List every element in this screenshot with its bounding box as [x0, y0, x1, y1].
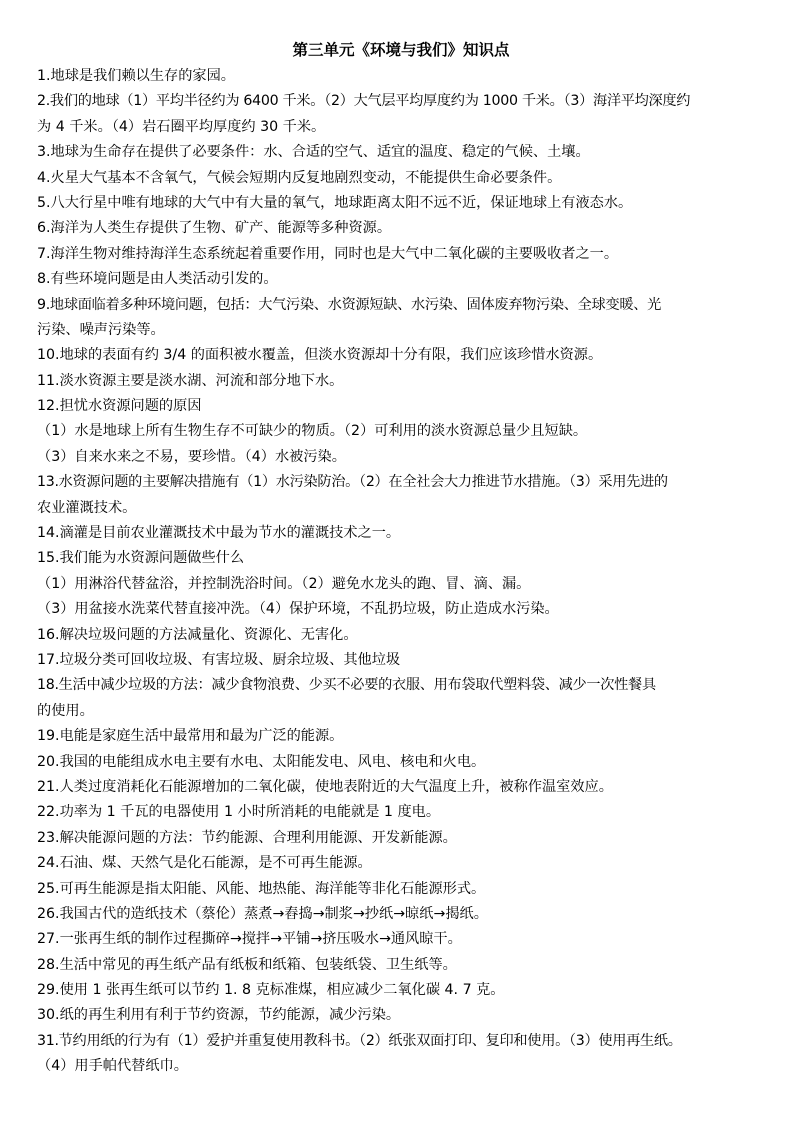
text-line: （1）用淋浴代替盆浴，并控制洗浴时间。（2）避免水龙头的跑、冒、滴、漏。 — [37, 575, 531, 592]
text-line: 14.滴灌是目前农业灌溉技术中最为节水的灌溉技术之一。 — [37, 525, 401, 542]
text-line: 6.海洋为人类生存提供了生物、矿产、能源等多种资源。 — [37, 220, 392, 237]
text-line: 16.解决垃圾问题的方法减量化、资源化、无害化。 — [37, 626, 358, 643]
text-line: 的使用。 — [37, 702, 94, 719]
text-line: 2.我们的地球（1）平均半径约为 6400 千米。（2）大气层平均厚度约为 1000 千米。（3）海洋平均深度约 — [37, 93, 691, 110]
text-line: 7.海洋生物对维持海洋生态系统起着重要作用，同时也是大气中二氧化碳的主要吸收者之一。 — [37, 245, 619, 262]
text-line: （1）水是地球上所有生物生存不可缺少的物质。（2）可利用的淡水资源总量少且短缺。 — [37, 423, 588, 440]
text-line: （3）用盆接水洗菜代替直接冲洗。（4）保护环境，不乱扔垃圾，防止造成水污染。 — [37, 601, 559, 618]
document-page — [37, 40, 765, 1080]
text-line: 污染、噪声污染等。 — [37, 321, 165, 338]
text-line: 11.淡水资源主要是淡水湖、河流和部分地下水。 — [37, 372, 344, 389]
text-line: 4.火星大气基本不含氧气，气候会短期内反复地剧烈变动，不能提供生命必要条件。 — [37, 169, 562, 186]
text-line: 12.担忧水资源问题的原因 — [37, 398, 202, 415]
text-line: 1.地球是我们赖以生存的家园。 — [37, 68, 235, 84]
text-line: （3）自来水来之不易，要珍惜。（4）水被污染。 — [37, 448, 346, 465]
text-line: 22.功率为 1 千瓦的电器使用 1 小时所消耗的电能就是 1 度电。 — [37, 804, 441, 821]
text-line: 30.纸的再生利用有利于节约资源，节约能源，减少污染。 — [37, 1007, 401, 1024]
text-line: 28.生活中常见的再生纸产品有纸板和纸箱、包装纸袋、卫生纸等。 — [37, 956, 457, 973]
text-line: 3.地球为生命存在提供了必要条件：水、合适的空气、适宜的温度、稳定的气候、土壤。 — [37, 144, 590, 161]
text-line: 25.可再生能源是指太阳能、风能、地热能、海洋能等非化石能源形式。 — [37, 880, 486, 897]
text-line: （4）用手帕代替纸巾。 — [37, 1058, 188, 1075]
text-line: 18.生活中减少垃圾的方法：减少食物浪费、少买不必要的衣服、用布袋取代塑料袋、减少一次性餐具 — [37, 677, 656, 694]
document-title: 第三单元《环境与我们》知识点 — [292, 41, 510, 59]
text-line: 13.水资源问题的主要解决措施有（1）水污染防治。（2）在全社会大力推进节水措施。（3）采用先进的 — [37, 474, 668, 491]
text-line: 为 4 千米。（4）岩石圈平均厚度约 30 千米。 — [37, 118, 326, 135]
text-line: 24.石油、煤、天然气是化石能源，是不可再生能源。 — [37, 855, 372, 872]
text-line: 5.八大行星中唯有地球的大气中有大量的氧气，地球距离太阳不远不近，保证地球上有液态水。 — [37, 194, 633, 211]
knowledge-list — [37, 64, 765, 1080]
text-line: 20.我国的电能组成水电主要有水电、太阳能发电、风电、核电和火电。 — [37, 753, 486, 770]
text-line: 10.地球的表面有约 3/4 的面积被水覆盖，但淡水资源却十分有限，我们应该珍惜水资源。 — [37, 347, 603, 364]
text-line: 31.节约用纸的行为有（1）爱护并重复使用教科书。（2）纸张双面打印、复印和使用。（3）使用再生纸。 — [37, 1032, 682, 1049]
text-line: 15.我们能为水资源问题做些什么 — [37, 550, 245, 567]
text-line: 29.使用 1 张再生纸可以节约 1. 8 克标准煤，相应减少二氧化碳 4. 7 克。 — [37, 982, 505, 999]
text-line: 27.一张再生纸的制作过程撕碎→搅拌→平铺→挤压吸水→通风晾干。 — [37, 931, 462, 948]
text-line: 9.地球面临着多种环境问题，包括：大气污染、水资源短缺、水污染、固体废弃物污染、全球变暖、光 — [37, 296, 661, 313]
text-line: 8.有些环境问题是由人类活动引发的。 — [37, 271, 278, 288]
text-line: 21.人类过度消耗化石能源增加的二氧化碳，使地表附近的大气温度上升，被称作温室效应。 — [37, 778, 613, 795]
text-line: 19.电能是家庭生活中最常用和最为广泛的能源。 — [37, 728, 344, 745]
text-line: 23.解决能源问题的方法：节约能源、合理利用能源、开发新能源。 — [37, 829, 457, 846]
text-line: 17.垃圾分类可回收垃圾、有害垃圾、厨余垃圾、其他垃圾 — [37, 651, 401, 668]
text-line: 26.我国古代的造纸技术（蔡伦）蒸煮→舂捣→制浆→抄纸→晾纸→揭纸。 — [37, 905, 488, 922]
text-line: 农业灌溉技术。 — [37, 499, 137, 516]
